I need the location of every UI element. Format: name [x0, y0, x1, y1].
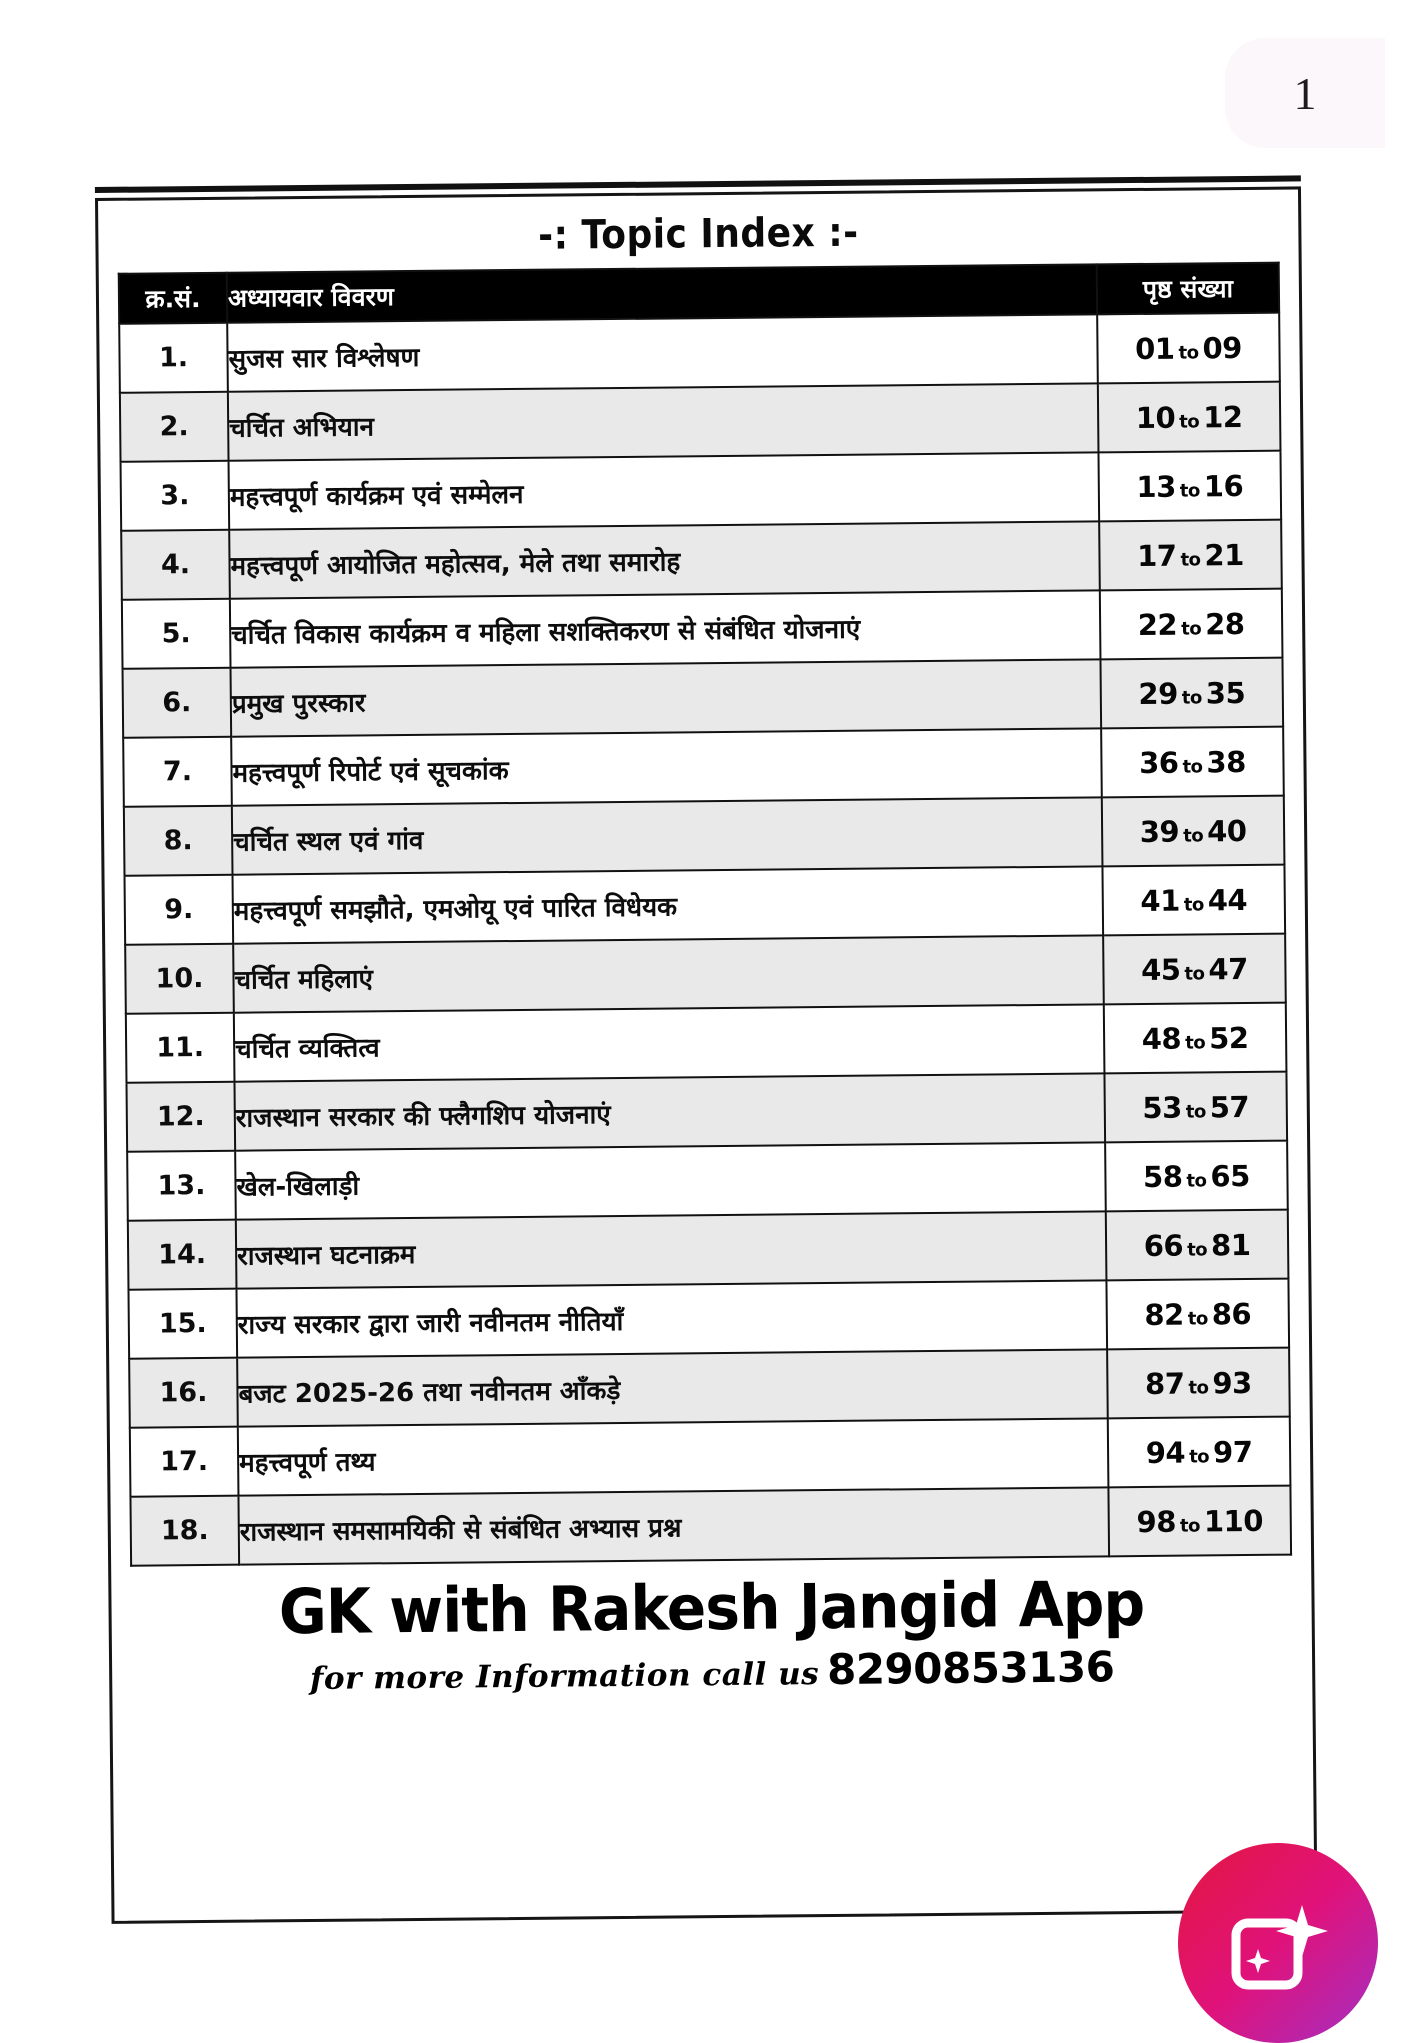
page-from: 36 — [1138, 745, 1179, 780]
row-page-range — [1097, 313, 1280, 384]
table-row — [129, 1348, 1290, 1428]
row-serial: 7. — [123, 737, 232, 807]
table-row — [122, 589, 1283, 669]
table-row — [120, 382, 1281, 462]
table-row — [123, 658, 1284, 738]
page-range-connector: to — [1187, 1238, 1208, 1261]
row-serial: 16. — [129, 1358, 238, 1428]
row-chapter-description: प्रमुख पुरस्कार — [231, 659, 1102, 736]
table-row — [127, 1141, 1288, 1221]
row-serial: 13. — [127, 1151, 236, 1221]
brand-title: GK with Rakesh Jangid App — [278, 1566, 1145, 1649]
row-serial: 1. — [119, 323, 228, 393]
page-range-connector: to — [1181, 686, 1202, 709]
page-to: 35 — [1205, 675, 1246, 710]
scanned-page-sheet — [95, 186, 1318, 1923]
page-to: 93 — [1212, 1365, 1252, 1400]
row-serial: 2. — [120, 392, 229, 462]
row-page-range — [1099, 520, 1282, 591]
row-page-range — [1108, 1417, 1291, 1488]
page-range-connector: to — [1184, 962, 1205, 985]
page-from: 29 — [1138, 676, 1178, 711]
page-to: 21 — [1204, 537, 1244, 572]
row-page-range — [1102, 796, 1285, 867]
row-page-range — [1107, 1348, 1290, 1419]
page-from: 41 — [1140, 883, 1180, 918]
page-range-connector: to — [1182, 755, 1203, 778]
page-to: 86 — [1211, 1296, 1252, 1331]
page-from: 82 — [1144, 1297, 1184, 1332]
page-to: 47 — [1208, 951, 1248, 986]
row-chapter-description: चर्चित विकास कार्यक्रम व महिला सशक्तिकरण से संबंधित योजनाएं — [230, 590, 1101, 667]
page-range-connector: to — [1188, 1376, 1209, 1399]
page-to: 97 — [1212, 1434, 1253, 1469]
table-row — [123, 727, 1284, 807]
row-page-range — [1101, 727, 1284, 798]
table-row — [126, 1072, 1287, 1152]
row-chapter-description: महत्त्वपूर्ण समझौते, एमओयू एवं पारित विधेयक — [233, 866, 1104, 943]
table-row — [128, 1210, 1289, 1290]
page-to: 12 — [1202, 399, 1243, 434]
table-body — [119, 313, 1291, 1566]
page-to: 09 — [1202, 330, 1242, 365]
row-chapter-description: चर्चित अभियान — [228, 383, 1099, 460]
row-page-range — [1100, 589, 1283, 660]
row-chapter-description: सुजस सार विश्लेषण — [227, 314, 1098, 391]
row-serial: 17. — [130, 1427, 239, 1497]
page-from: 48 — [1141, 1021, 1182, 1056]
row-page-range — [1106, 1279, 1289, 1350]
page-range-connector: to — [1179, 1514, 1201, 1537]
page-from: 98 — [1136, 1504, 1177, 1539]
page-to: 57 — [1209, 1089, 1250, 1124]
row-chapter-description: महत्त्वपूर्ण कार्यक्रम एवं सम्मेलन — [229, 452, 1100, 529]
row-serial: 11. — [126, 1013, 235, 1083]
page-to: 16 — [1203, 468, 1244, 503]
page-to: 65 — [1210, 1158, 1250, 1193]
page-from: 94 — [1145, 1435, 1186, 1470]
row-chapter-description: राजस्थान घटनाक्रम — [236, 1211, 1107, 1288]
brand-contact-line — [122, 1643, 1302, 1701]
page-title: -: Topic Index :- — [537, 209, 859, 259]
row-serial: 8. — [124, 806, 233, 876]
page-number-badge — [1225, 38, 1385, 148]
table-row — [121, 451, 1282, 531]
row-serial: 9. — [125, 875, 234, 945]
row-serial: 4. — [121, 530, 230, 600]
page-to: 40 — [1206, 813, 1247, 848]
page-from: 01 — [1134, 331, 1175, 366]
footer-brand-block — [111, 1566, 1312, 1700]
row-chapter-description: खेल-खिलाड़ी — [235, 1142, 1106, 1219]
page-to: 81 — [1210, 1227, 1251, 1262]
row-page-range — [1100, 658, 1283, 729]
phone-number: 8290853136 — [826, 1642, 1115, 1695]
row-serial: 15. — [128, 1289, 237, 1359]
page-from: 39 — [1139, 814, 1180, 849]
page-to: 110 — [1203, 1503, 1264, 1538]
row-chapter-description: चर्चित महिलाएं — [233, 935, 1104, 1012]
table-row — [126, 1003, 1287, 1083]
table-row — [124, 796, 1285, 876]
row-page-range — [1098, 382, 1281, 453]
row-page-range — [1098, 451, 1281, 522]
row-serial: 10. — [125, 944, 234, 1014]
row-chapter-description: महत्त्वपूर्ण आयोजित महोत्सव, मेले तथा समारोह — [229, 521, 1100, 598]
topic-index-table — [118, 262, 1292, 1567]
page-range-connector: to — [1179, 479, 1200, 502]
row-chapter-description: महत्त्वपूर्ण तथ्य — [238, 1418, 1109, 1495]
page-from: 22 — [1137, 607, 1178, 642]
row-serial: 18. — [130, 1496, 239, 1566]
page-from: 45 — [1140, 952, 1181, 987]
call-us-text: for more Information call us — [309, 1656, 820, 1698]
row-serial: 12. — [126, 1082, 235, 1152]
row-page-range — [1105, 1141, 1288, 1212]
column-header-pages: पृष्ठ संख्या — [1097, 263, 1279, 315]
page-to: 44 — [1207, 882, 1248, 917]
page-from: 53 — [1142, 1090, 1182, 1125]
page-from: 87 — [1144, 1366, 1185, 1401]
table-row — [125, 865, 1286, 945]
row-serial: 3. — [121, 461, 230, 531]
row-page-range — [1104, 1072, 1287, 1143]
page-range-connector: to — [1180, 548, 1201, 571]
row-chapter-description: महत्त्वपूर्ण रिपोर्ट एवं सूचकांक — [231, 728, 1102, 805]
column-header-serial: क्र.सं. — [119, 273, 227, 324]
row-chapter-description: राजस्थान सरकार की फ्लैगशिप योजनाएं — [234, 1073, 1105, 1150]
row-page-range — [1104, 1003, 1287, 1074]
table-row — [130, 1486, 1291, 1566]
app-watermark-badge — [1178, 1843, 1378, 2043]
table-row — [121, 520, 1282, 600]
page-from: 10 — [1135, 400, 1176, 435]
page-range-connector: to — [1186, 1169, 1207, 1192]
table-row — [119, 313, 1280, 393]
page-range-connector: to — [1189, 1445, 1210, 1468]
page-range-connector: to — [1185, 1100, 1206, 1123]
page-range-connector: to — [1183, 893, 1204, 916]
row-page-range — [1103, 934, 1286, 1005]
row-chapter-description: चर्चित व्यक्तित्व — [234, 1004, 1105, 1081]
row-chapter-description: राज्य सरकार द्वारा जारी नवीनतम नीतियाँ — [236, 1280, 1107, 1357]
column-header-description: अध्यायवार विवरण — [227, 264, 1097, 322]
page-range-connector: to — [1178, 341, 1199, 364]
page-from: 17 — [1136, 538, 1177, 573]
row-page-range — [1108, 1486, 1291, 1557]
row-page-range — [1102, 865, 1285, 936]
row-chapter-description: चर्चित स्थल एवं गांव — [232, 797, 1103, 874]
page-to: 38 — [1206, 744, 1246, 779]
row-chapter-description: राजस्थान समसामयिकी से संबंधित अभ्यास प्रश्न — [238, 1487, 1109, 1564]
table-row — [128, 1279, 1289, 1359]
page-to: 28 — [1204, 606, 1245, 641]
page-to: 52 — [1208, 1020, 1249, 1055]
page-from: 66 — [1143, 1228, 1184, 1263]
page-range-connector: to — [1179, 410, 1200, 433]
page-number: 1 — [1293, 67, 1317, 119]
row-serial: 14. — [128, 1220, 237, 1290]
row-serial: 6. — [123, 668, 232, 738]
table-row — [130, 1417, 1291, 1497]
row-chapter-description: बजट 2025-26 तथा नवीनतम आँकड़े — [237, 1349, 1108, 1426]
table-row — [125, 934, 1286, 1014]
page-from: 13 — [1136, 469, 1176, 504]
row-serial: 5. — [122, 599, 231, 669]
page-range-connector: to — [1181, 617, 1202, 640]
page-range-connector: to — [1187, 1307, 1208, 1330]
page-range-connector: to — [1183, 824, 1204, 847]
page-range-connector: to — [1185, 1031, 1206, 1054]
page-from: 58 — [1142, 1159, 1183, 1194]
sparkle-photo-icon — [1218, 1887, 1338, 2007]
row-page-range — [1106, 1210, 1289, 1281]
